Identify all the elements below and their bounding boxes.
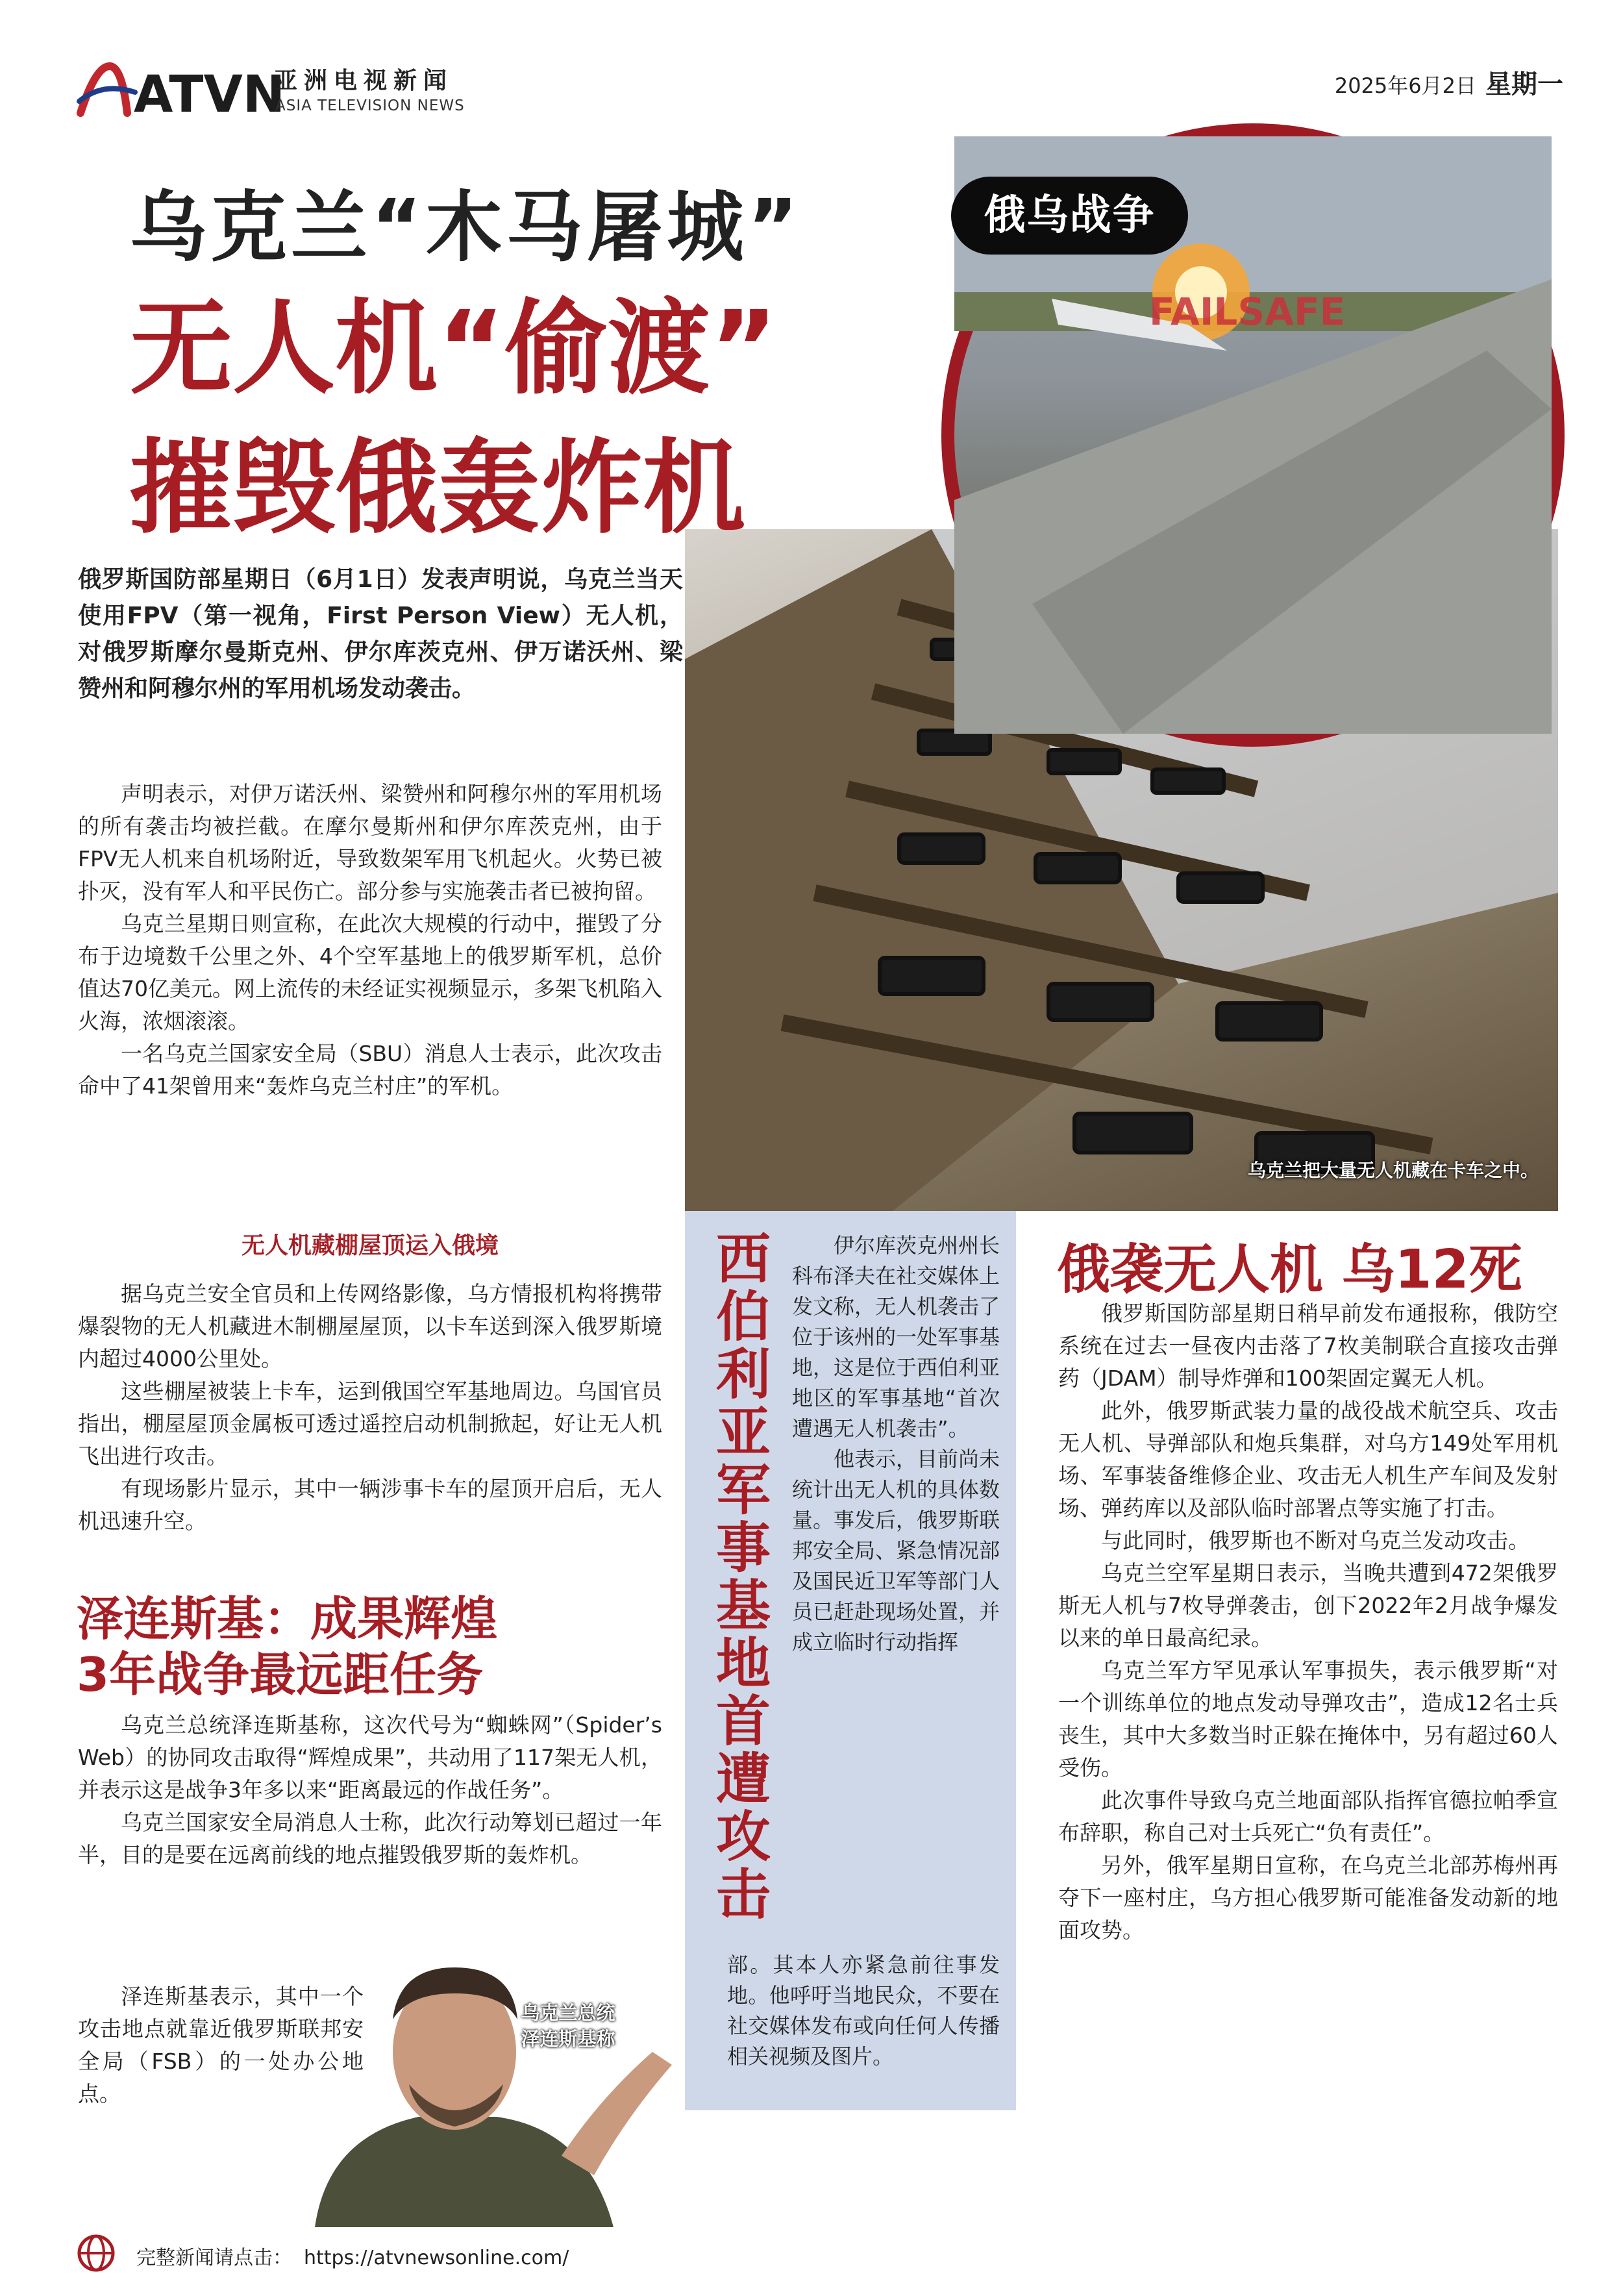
paragraph: 伊尔库茨克州州长科布泽夫在社交媒体上发文称，无人机袭击了位于该州的一处军事基地，这是位于西伯利亚地区的军事基地“首次遭遇无人机袭击”。 bbox=[792, 1233, 1000, 1441]
paragraph: 与此同时，俄罗斯也不断对乌克兰发动攻击。 bbox=[1101, 1528, 1530, 1553]
russia-attack-text bbox=[1058, 1297, 1558, 1947]
zelensky-photo bbox=[289, 1941, 678, 2227]
footer bbox=[136, 2241, 569, 2270]
paragraph: 他表示，目前尚未统计出无人机的具体数量。事发后，俄罗斯联邦安全局、紧急情况部及国民近卫军等部门人员已赶赴现场处置，并成立临时行动指挥 bbox=[792, 1447, 1000, 1654]
dateline bbox=[1335, 64, 1563, 101]
atvn-logo bbox=[77, 62, 286, 124]
svg-text:FAILSAFE: FAILSAFE bbox=[1149, 290, 1346, 334]
paragraph: 泽连斯基表示，其中一个攻击地点就靠近俄罗斯联邦安全局（FSB）的一处办公地点。 bbox=[78, 1984, 364, 2106]
globe-icon bbox=[77, 2234, 116, 2273]
paragraph: 此次事件导致乌克兰地面部队指挥官德拉帕季宣布辞职，称自己对士兵死亡“负有责任”。 bbox=[1058, 1788, 1558, 1845]
lead-paragraph: 俄罗斯国防部星期日（6月1日）发表声明说，乌克兰当天使用FPV（第一视角，First Person View）无人机，对俄罗斯摩尔曼斯克州、伊尔库茨克州、伊万诺沃州、梁赞州和阿穆尔州的军用机场发动袭击。 bbox=[78, 566, 683, 702]
paragraph: 乌克兰总统泽连斯基称，这次代号为“蜘蛛网”（Spider’s Web）的协同攻击取得“辉煌成果”，共动用了117架无人机，并表示这是战争3年多以来“距离最远的作战任务”。 bbox=[78, 1712, 663, 1803]
brand-name-en: ASIA TELEVISION NEWS bbox=[275, 97, 465, 114]
paragraph: 乌克兰空军星期日表示，当晚共遭到472架俄罗斯无人机与7枚导弹袭击，创下2022年2月战争爆发以来的单日最高纪录。 bbox=[1058, 1560, 1558, 1651]
paragraph: 据乌克兰安全官员和上传网络影像，乌方情报机构将携带爆裂物的无人机藏进木制棚屋屋顶，以卡车送到深入俄罗斯境内超过4000公里处。 bbox=[78, 1281, 662, 1371]
title-line: 3年战争最远距任务 bbox=[77, 1647, 484, 1702]
date: 2025年6月2日 bbox=[1334, 73, 1476, 98]
paragraph: 这些棚屋被装上卡车，运到俄国空军基地周边。乌国官员指出，棚屋屋顶金属板可透过遥控启动机制掀起，好让无人机飞出进行攻击。 bbox=[78, 1379, 662, 1469]
zelensky-section-text bbox=[78, 1709, 662, 1871]
drones-photo-caption: 乌克兰把大量无人机藏在卡车之中。 bbox=[1247, 1160, 1539, 1181]
headline-line1: 乌克兰“木马屠城” bbox=[130, 182, 802, 272]
footer-link[interactable]: https://atvnewsonline.com/ bbox=[304, 2247, 569, 2269]
zelensky-photo-caption bbox=[493, 2000, 643, 2052]
paragraph: 声明表示，对伊万诺沃州、梁赞州和阿穆尔州的军用机场的所有袭击均被拦截。在摩尔曼斯州和伊尔库茨克州，由于FPV无人机来自机场附近，导致数架军用飞机起火。火势已被扑灭，没有军人和平民伤亡。部分参与实施袭击者已被拘留。 bbox=[78, 781, 662, 904]
weekday: 星期一 bbox=[1485, 69, 1563, 99]
title-line: 泽连斯基：成果辉煌 bbox=[77, 1591, 498, 1646]
headline-line3: 摧毁俄轰炸机 bbox=[130, 429, 745, 548]
russia-attack-title: 俄袭无人机 乌12死 bbox=[1057, 1239, 1522, 1301]
footer-label: 完整新闻请点击： bbox=[136, 2247, 292, 2269]
paragraph: 一名乌克兰国家安全局（SBU）消息人士表示，此次攻击命中了41架曾用来“轰炸乌克兰村庄”的军机。 bbox=[78, 1041, 662, 1099]
headline-line2: 无人机“偷渡” bbox=[130, 289, 778, 408]
caption-line: 乌克兰总统 bbox=[521, 2002, 615, 2024]
caption-line: 泽连斯基称 bbox=[521, 2028, 615, 2050]
paragraph: 有现场影片显示，其中一辆涉事卡车的屋顶开启后，无人机迅速升空。 bbox=[78, 1476, 662, 1534]
paragraph: 乌克兰星期日则宣称，在此次大规模的行动中，摧毁了分布于边境数千公里之外、4个空军基地上的俄罗斯军机，总价值达70亿美元。网上流传的未经证实视频显示，多架飞机陷入火海，浓烟滚滚。 bbox=[78, 911, 662, 1034]
siberia-text bbox=[792, 1230, 1000, 1658]
column1-section2 bbox=[78, 1278, 662, 1538]
siberia-vertical-title: 西伯利亚军事基地首遭攻击 bbox=[715, 1227, 771, 1927]
subheading-drones-roof: 无人机藏棚屋顶运入俄境 bbox=[241, 1232, 499, 1259]
paragraph: 另外，俄军星期日宣称，在乌克兰北部苏梅州再夺下一座村庄，乌方担心俄罗斯可能准备发动新的地面攻势。 bbox=[1058, 1853, 1558, 1943]
siberia-text-continued: 部。其本人亦紧急前往事发地。他呼吁当地民众，不要在社交媒体发布或向任何人传播相关视频及图片。 bbox=[727, 1953, 1000, 2069]
paragraph: 乌克兰国家安全局消息人士称，此次行动筹划已超过一年半，目的是要在远离前线的地点摧毁俄罗斯的轰炸机。 bbox=[78, 1810, 662, 1867]
brand-name-cn: 亚洲电视新闻 bbox=[274, 68, 454, 94]
paragraph: 乌克兰军方罕见承认军事损失，表示俄罗斯“对一个训练单位的地点发动导弹攻击”，造成12名士兵丧生，其中大多数当时正躲在掩体中，另有超过60人受伤。 bbox=[1058, 1658, 1558, 1780]
paragraph: 俄罗斯国防部星期日稍早前发布通报称，俄防空系统在过去一昼夜内击落了7枚美制联合直接攻击弹药（JDAM）制导炸弹和100架固定翼无人机。 bbox=[1058, 1301, 1558, 1391]
svg-text:ATVN: ATVN bbox=[134, 66, 286, 124]
paragraph: 此外，俄罗斯武装力量的战役战术航空兵、攻击无人机、导弹部队和炮兵集群，对乌方149处军用机场、军事装备维修企业、攻击无人机生产车间及发射场、弹药库以及部队临时部署点等实施了打击。 bbox=[1058, 1398, 1558, 1521]
zelensky-section-title bbox=[77, 1591, 497, 1703]
column1-section1 bbox=[78, 778, 662, 1103]
topic-tag: 俄乌战争 bbox=[951, 177, 1188, 255]
